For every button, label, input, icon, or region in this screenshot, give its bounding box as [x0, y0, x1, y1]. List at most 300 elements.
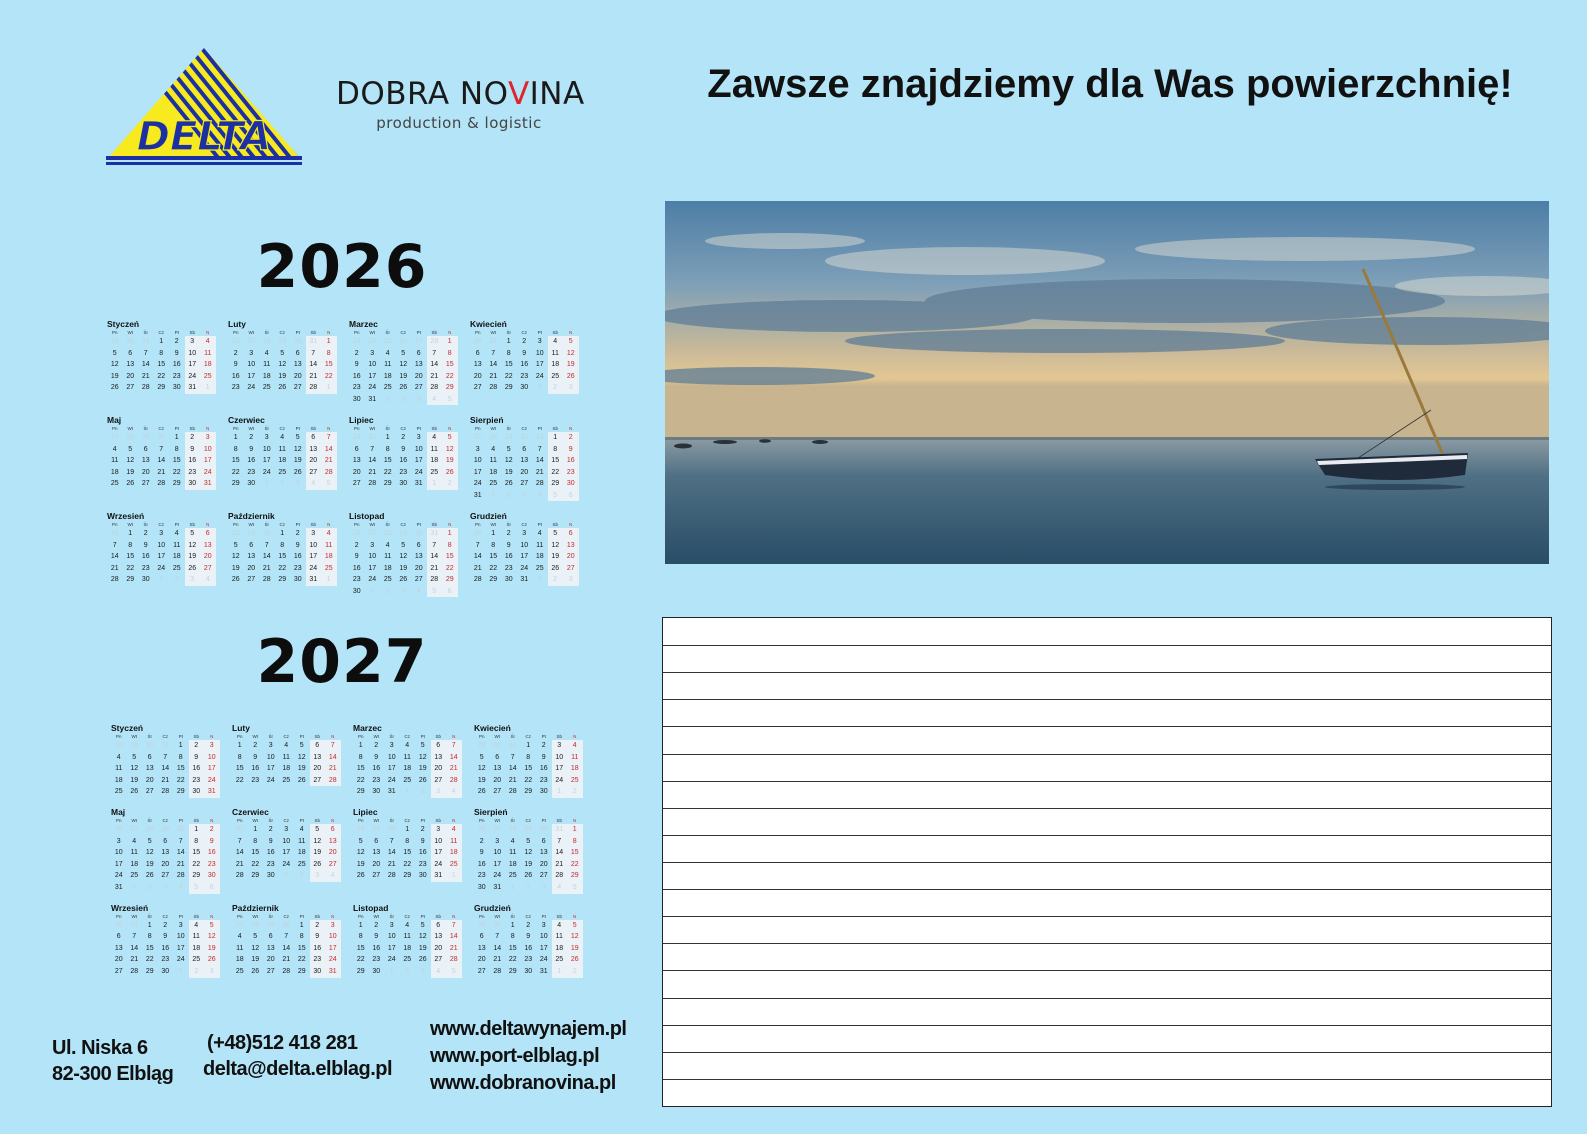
day-cell: 29	[176, 788, 185, 796]
month-name: Maj	[111, 806, 126, 817]
day-cell: 27	[126, 384, 135, 391]
week-row	[111, 954, 222, 966]
weekday-label: Cz	[521, 522, 527, 527]
weekday-label: Pn	[111, 522, 118, 527]
day-cell: 10	[176, 933, 185, 941]
day-cell: 28	[130, 967, 139, 975]
day-cell: 16	[563, 455, 579, 467]
day-cell: 25	[282, 776, 291, 784]
month-name: Wrzesień	[111, 902, 149, 913]
day-cell: 31	[204, 786, 220, 798]
day-cell: 29	[504, 434, 513, 441]
week-row	[107, 336, 218, 348]
day-cell: 26	[297, 776, 306, 784]
day-cell: 1	[491, 530, 496, 537]
phone-number[interactable]: (+48)512 418 281	[207, 1032, 358, 1054]
weekday-label: Cz	[162, 817, 168, 823]
day-cell: 17	[368, 372, 377, 380]
day-cell: 27	[431, 775, 447, 787]
day-cell: 15	[442, 359, 458, 371]
website-link-2[interactable]: www.port-elblag.pl	[430, 1045, 600, 1067]
day-cell: 25	[200, 371, 216, 383]
week-row	[228, 371, 339, 383]
day-cell: 19	[145, 860, 154, 868]
day-cell: 15	[145, 944, 154, 952]
day-cell: 29	[278, 576, 287, 583]
day-cell: 11	[552, 931, 568, 943]
day-cell: 30	[539, 825, 548, 833]
weekday-label: Śr	[268, 734, 273, 739]
day-cell: 15	[278, 553, 287, 560]
weekday-label: Śr	[510, 817, 515, 823]
note-line	[663, 1079, 1551, 1080]
month-name: Grudzień	[470, 511, 507, 521]
day-cell: 15	[489, 553, 498, 560]
weekday-label: Cz	[283, 913, 289, 919]
day-cell: 30	[352, 395, 361, 403]
day-cell: 12	[297, 753, 306, 761]
day-cell: 16	[524, 944, 533, 952]
week-row	[474, 870, 585, 882]
day-cell: 22	[489, 564, 498, 572]
day-cell: 14	[262, 553, 271, 560]
day-cell: 12	[399, 553, 408, 560]
month-block	[474, 807, 585, 894]
day-cell: 3	[431, 786, 447, 798]
weekday-label: Wt	[494, 734, 500, 739]
day-cell: 14	[508, 765, 517, 773]
day-cell: 3	[325, 920, 341, 932]
week-row	[349, 540, 460, 552]
day-cell: 27	[310, 775, 326, 787]
weekday-label: Śr	[264, 522, 269, 527]
week-row	[474, 966, 585, 978]
day-cell: 20	[431, 763, 447, 775]
weekday-label: Sb	[189, 426, 195, 431]
day-cell: 17	[387, 944, 396, 952]
day-cell: 25	[114, 788, 123, 796]
weekday-label: Pt	[416, 522, 421, 527]
day-cell: 22	[189, 859, 205, 871]
day-cell: 12	[251, 944, 260, 952]
day-cell: 5	[295, 434, 300, 441]
day-cell: 10	[266, 753, 275, 761]
day-cell: 15	[524, 765, 533, 773]
day-cell: 5	[147, 837, 152, 845]
day-cell: 7	[321, 432, 337, 444]
weekday-label: Pt	[295, 522, 300, 527]
day-cell: 6	[325, 824, 341, 836]
day-cell: 9	[163, 933, 168, 941]
website-link-1[interactable]: www.deltawynajem.pl	[430, 1018, 627, 1040]
day-cell: 25	[383, 338, 392, 345]
day-cell: 29	[489, 576, 498, 583]
day-cell: 23	[251, 776, 260, 784]
day-cell: 28	[427, 336, 443, 348]
month-name: Grudzień	[474, 902, 511, 913]
weekday-label: N	[569, 330, 573, 335]
day-cell: 15	[508, 944, 517, 952]
week-row	[474, 954, 585, 966]
week-row	[353, 954, 464, 966]
day-cell: 23	[524, 956, 533, 964]
day-cell: 5	[321, 478, 337, 490]
day-cell: 5	[420, 742, 425, 749]
month-block	[474, 723, 585, 798]
day-cell: 19	[563, 359, 579, 371]
weekday-label: Pn	[115, 734, 122, 739]
day-cell: 11	[548, 348, 564, 360]
day-cell: 2	[506, 530, 511, 537]
day-cell: 3	[389, 921, 394, 929]
calendar-2027	[111, 723, 585, 978]
weekday-label: Wt	[369, 522, 375, 527]
weekday-label: Pn	[357, 913, 364, 919]
email-link[interactable]: delta@delta.elblag.pl	[203, 1058, 393, 1080]
weekday-label: N	[206, 426, 210, 431]
day-cell: 24	[204, 775, 220, 787]
month-block	[353, 903, 464, 978]
day-cell: 7	[132, 933, 137, 941]
day-cell: 5	[479, 753, 484, 761]
weekday-label: Wt	[373, 734, 379, 739]
day-cell: 20	[563, 551, 579, 563]
day-cell: 30	[520, 434, 529, 441]
day-cell: 24	[539, 956, 548, 964]
day-cell: 4	[427, 394, 443, 406]
delta-logo-text: DELTA	[136, 114, 272, 160]
weekday-label: Pn	[236, 817, 243, 823]
day-cell: 1	[159, 576, 164, 583]
weekday-label: Pn	[474, 522, 481, 527]
day-cell: 3	[200, 432, 216, 444]
day-cell: 13	[477, 944, 486, 952]
week-row	[470, 528, 581, 540]
day-cell: 5	[442, 394, 458, 406]
weekday-label: Cz	[400, 330, 406, 335]
day-cell: 4	[567, 740, 583, 752]
weekday-label: Sb	[431, 522, 437, 527]
day-cell: 8	[253, 837, 258, 845]
day-cell: 4	[189, 920, 205, 932]
day-cell: 12	[310, 836, 326, 848]
week-row	[470, 444, 581, 456]
week-row	[353, 775, 464, 787]
day-cell: 4	[321, 528, 337, 540]
day-cell: 14	[446, 931, 462, 943]
month-block	[349, 511, 460, 597]
websites	[430, 1016, 626, 1097]
week-row	[232, 954, 343, 966]
day-cell: 17	[114, 860, 123, 868]
weekday-label: N	[210, 734, 214, 739]
weekday-label: Wt	[248, 522, 254, 527]
week-row	[107, 444, 218, 456]
month-name: Maj	[107, 415, 122, 425]
day-cell: 2	[299, 872, 304, 880]
day-cell: 4	[200, 336, 216, 348]
weekday-label: Śr	[385, 330, 390, 335]
weekday-label: Sb	[431, 330, 437, 335]
day-cell: 3	[563, 574, 579, 586]
day-cell: 6	[306, 432, 322, 444]
week-row	[107, 432, 218, 444]
day-cell: 20	[114, 956, 123, 964]
day-cell: 2	[143, 530, 148, 537]
weekday-label: Pt	[178, 817, 183, 823]
day-cell: 8	[233, 445, 238, 453]
week-row	[232, 763, 343, 775]
weekday-label: Pt	[420, 817, 425, 823]
weekday-label: Pt	[416, 426, 421, 431]
weekday-label: Wt	[252, 817, 258, 823]
day-cell: 1	[405, 825, 410, 833]
weekday-label: N	[569, 522, 573, 527]
day-cell: 9	[354, 553, 359, 560]
day-cell: 26	[399, 338, 408, 345]
month-name: Styczeń	[107, 319, 140, 329]
day-cell: 29	[141, 434, 150, 441]
day-cell: 26	[278, 384, 287, 391]
weekday-label: Pn	[353, 330, 360, 335]
day-cell: 3	[249, 349, 254, 357]
weekday-label: Sb	[314, 734, 320, 739]
day-cell: 26	[563, 371, 579, 383]
day-cell: 21	[473, 564, 482, 572]
weekday-label: Sb	[193, 913, 199, 919]
day-cell: 12	[293, 445, 302, 453]
day-cell: 27	[563, 563, 579, 575]
week-row	[228, 348, 339, 360]
day-cell: 17	[493, 860, 502, 868]
day-cell: 21	[493, 956, 502, 964]
weekday-label: Wt	[252, 913, 258, 919]
day-cell: 2	[548, 382, 564, 394]
day-cell: 22	[383, 468, 392, 476]
day-cell: 26	[524, 872, 533, 880]
week-row	[353, 859, 464, 871]
day-cell: 31	[306, 336, 322, 348]
day-cell: 10	[262, 445, 271, 453]
day-cell: 30	[399, 480, 408, 487]
day-cell: 9	[204, 836, 220, 848]
weekday-label: Pn	[474, 330, 481, 335]
week-row	[228, 444, 339, 456]
day-cell: 30	[266, 872, 275, 880]
month-name: Lipiec	[353, 806, 378, 817]
weekday-label: Pt	[420, 913, 425, 919]
day-cell: 25	[235, 967, 244, 975]
weekday-label: Śr	[389, 734, 394, 739]
day-cell: 28	[473, 576, 482, 583]
week-row	[474, 882, 585, 894]
day-cell: 30	[141, 576, 150, 583]
week-row	[107, 371, 218, 383]
day-cell: 31	[493, 883, 502, 891]
day-cell: 3	[522, 491, 527, 499]
day-cell: 4	[548, 336, 564, 348]
note-line	[663, 970, 1551, 971]
day-cell: 4	[299, 825, 304, 833]
day-cell: 22	[235, 776, 244, 784]
weekday-label: Pt	[295, 330, 300, 335]
day-cell: 19	[310, 847, 326, 859]
week-row	[107, 574, 218, 586]
day-cell: 15	[383, 457, 392, 464]
day-cell: 6	[522, 445, 527, 453]
day-cell: 2	[249, 434, 254, 441]
day-cell: 27	[266, 967, 275, 975]
day-cell: 27	[145, 788, 154, 796]
weekday-label: Pn	[478, 817, 485, 823]
day-cell: 12	[504, 457, 513, 464]
day-cell: 23	[293, 564, 302, 572]
week-row	[470, 382, 581, 394]
weekday-label: Pt	[541, 734, 546, 739]
day-cell: 1	[159, 338, 164, 345]
month-block	[111, 807, 222, 894]
day-cell: 20	[414, 372, 423, 380]
day-cell: 17	[282, 849, 291, 857]
day-cell: 13	[372, 849, 381, 857]
day-cell: 2	[548, 574, 564, 586]
day-cell: 13	[161, 849, 170, 857]
month-block	[470, 511, 581, 597]
week-row	[353, 836, 464, 848]
day-cell: 23	[477, 872, 486, 880]
day-cell: 14	[161, 765, 170, 773]
weekday-label: Pn	[232, 426, 239, 431]
day-cell: 29	[126, 576, 135, 583]
day-cell: 24	[368, 576, 377, 583]
day-cell: 23	[247, 468, 256, 476]
day-cell: 20	[293, 372, 302, 380]
day-cell: 17	[204, 763, 220, 775]
week-row	[228, 551, 339, 563]
day-cell: 30	[126, 338, 135, 345]
weekday-label: Wt	[369, 426, 375, 431]
month-name: Sierpień	[470, 415, 504, 425]
day-cell: 20	[431, 943, 447, 955]
day-cell: 3	[185, 336, 201, 348]
day-cell: 15	[356, 765, 365, 773]
day-cell: 5	[204, 920, 220, 932]
day-cell: 14	[473, 553, 482, 560]
day-cell: 29	[157, 384, 166, 391]
weekday-label: Sb	[193, 734, 199, 739]
day-cell: 15	[356, 944, 365, 952]
day-cell: 1	[548, 432, 564, 444]
day-cell: 4	[552, 920, 568, 932]
weekday-label: Wt	[373, 913, 379, 919]
day-cell: 25	[278, 468, 287, 476]
day-cell: 17	[473, 468, 482, 476]
week-row	[107, 563, 218, 575]
day-cell: 12	[563, 348, 579, 360]
weekday-label: Pn	[478, 734, 485, 739]
weekday-label: Sb	[556, 817, 562, 823]
notes-box[interactable]	[662, 617, 1552, 1107]
week-row	[474, 943, 585, 955]
weekday-label: Pt	[416, 330, 421, 335]
day-cell: 18	[552, 943, 568, 955]
day-cell: 15	[297, 944, 306, 952]
day-cell: 4	[405, 742, 410, 749]
day-cell: 8	[385, 445, 390, 453]
day-cell: 26	[442, 467, 458, 479]
day-cell: 1	[299, 921, 304, 929]
day-cell: 2	[310, 920, 326, 932]
day-cell: 1	[442, 336, 458, 348]
day-cell: 25	[548, 371, 564, 383]
day-cell: 28	[161, 788, 170, 796]
day-cell: 2	[567, 966, 583, 978]
weekday-label: Sb	[552, 426, 558, 431]
day-cell: 3	[178, 921, 183, 929]
day-cell: 15	[189, 847, 205, 859]
month-name: Luty	[228, 319, 246, 329]
day-cell: 1	[321, 382, 337, 394]
weekday-label: Pt	[541, 913, 546, 919]
day-cell: 29	[524, 825, 533, 833]
weekday-label: Wt	[131, 817, 137, 823]
day-cell: 5	[420, 921, 425, 929]
day-cell: 15	[567, 847, 583, 859]
day-cell: 15	[126, 553, 135, 560]
day-cell: 23	[504, 564, 513, 572]
day-cell: 5	[112, 349, 117, 357]
day-cell: 3	[264, 434, 269, 441]
day-cell: 26	[352, 530, 361, 537]
weekday-label: Wt	[252, 734, 258, 739]
day-cell: 15	[504, 361, 513, 368]
day-cell: 27	[493, 825, 502, 833]
day-cell: 12	[399, 361, 408, 368]
day-cell: 7	[510, 753, 515, 761]
week-row	[353, 763, 464, 775]
day-cell: 31	[552, 824, 568, 836]
note-line	[663, 943, 1551, 944]
weekday-label: Śr	[385, 426, 390, 431]
day-cell: 31	[473, 491, 482, 499]
day-cell: 17	[176, 944, 185, 952]
weekday-label: N	[573, 817, 577, 823]
day-cell: 2	[385, 587, 390, 595]
day-cell: 8	[189, 836, 205, 848]
week-row	[228, 382, 339, 394]
day-cell: 30	[520, 384, 529, 391]
website-link-3[interactable]: www.dobranovina.pl	[430, 1072, 616, 1094]
day-cell: 5	[563, 336, 579, 348]
day-cell: 4	[132, 837, 137, 845]
day-cell: 14	[387, 849, 396, 857]
day-cell: 7	[475, 541, 480, 549]
weekday-label: Pt	[299, 817, 304, 823]
day-cell: 30	[387, 825, 396, 833]
day-cell: 16	[418, 849, 427, 857]
day-cell: 11	[509, 849, 517, 857]
day-cell: 12	[110, 361, 119, 368]
day-cell: 26	[231, 576, 240, 583]
day-cell: 1	[491, 491, 496, 499]
day-cell: 18	[508, 860, 517, 868]
day-cell: 21	[427, 563, 443, 575]
week-row	[470, 371, 581, 383]
day-cell: 9	[420, 837, 425, 845]
day-cell: 22	[145, 956, 154, 964]
week-row	[107, 359, 218, 371]
day-cell: 21	[176, 860, 185, 868]
